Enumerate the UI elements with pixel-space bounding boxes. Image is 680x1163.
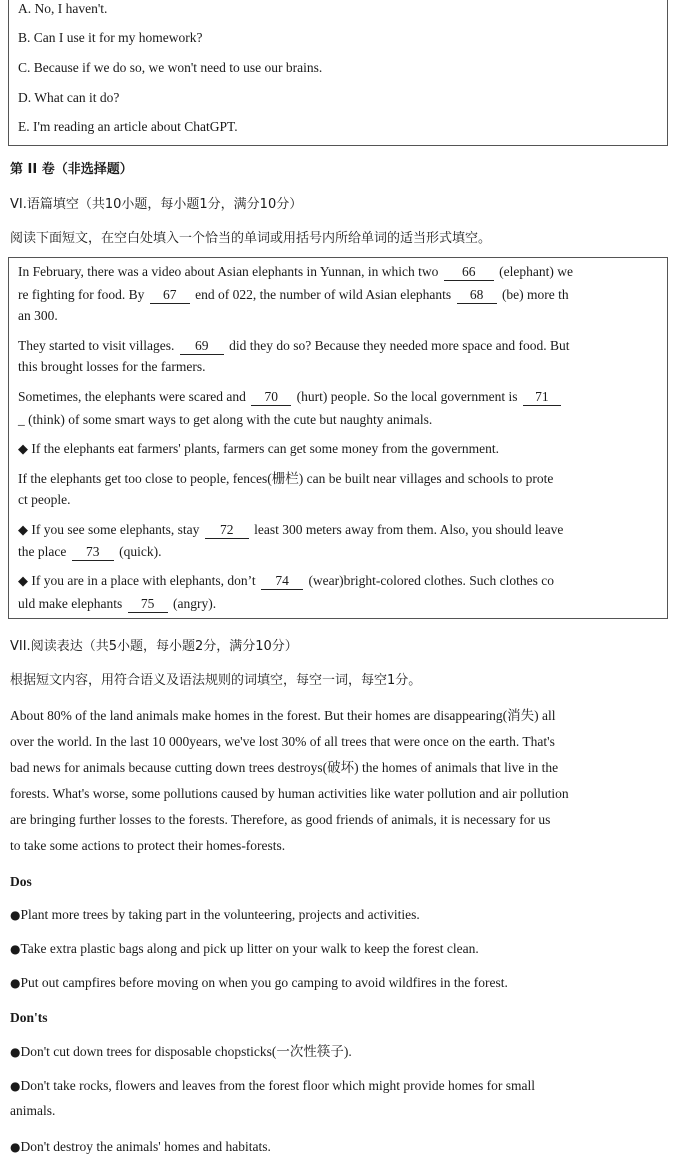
option-b: B. Can I use it for my homework?	[18, 30, 203, 45]
passage-line-3: bad news for animals because cutting down trees destroys(破坏) the homes of animals that live in the	[10, 760, 559, 775]
part2-title: 第 II 卷（非选择题）	[10, 162, 133, 177]
diamond-bullet-icon: ◆	[18, 574, 28, 589]
option-c: C. Because if we do so, we won't need to use our brains.	[18, 60, 323, 75]
dos-item: ●Plant more trees by taking part in the volunteering, projects and activities.	[10, 907, 420, 922]
section6-title: VI.语篇填空（共10小题，每小题1分，满分10分）	[10, 197, 303, 212]
cloze-line-5: this brought losses for the farmers.	[18, 359, 206, 374]
section7-instruction: 根据短文内容，用符合语义及语法规则的词填空，每空一词，每空1分。	[10, 673, 422, 688]
section6-instruction: 阅读下面短文，在空白处填入一个恰当的单词或用括号内所给单词的适当形式填空。	[10, 231, 492, 246]
bullet-icon: ●	[10, 1045, 21, 1059]
donts-item-continued: animals.	[10, 1103, 56, 1118]
donts-heading: Don'ts	[10, 1010, 48, 1025]
passage-line-6: to take some actions to protect their homes-forests.	[10, 838, 286, 853]
cloze-line-6: Sometimes, the elephants were scared and 70 (hurt) people. So the local government is 71	[18, 388, 563, 406]
section7-title: VII.阅读表达（共5小题，每小题2分，满分10分）	[10, 639, 298, 654]
bullet-icon: ●	[10, 1079, 21, 1093]
option-a: A. No, I haven't.	[18, 1, 108, 16]
cloze-line-9: If the elephants get too close to people, fences(栅栏) can be built near villages and schools to prote	[18, 471, 554, 486]
cloze-line-10: ct people.	[18, 492, 71, 507]
cloze-line-14: uld make elephants 75 (angry).	[18, 596, 217, 611]
cloze-line-4: They started to visit villages. 69 did they do so? Because they needed more space and food. But	[18, 338, 570, 353]
bullet-icon: ●	[10, 942, 21, 956]
bullet-icon: ●	[10, 1140, 21, 1154]
blank-74[interactable]: 74	[261, 573, 303, 590]
cloze-line-2: re fighting for food. By 67 end of 022, the number of wild Asian elephants 68 (be) more th	[18, 287, 569, 302]
blank-75[interactable]: 75	[128, 596, 168, 613]
bullet-icon: ●	[10, 908, 21, 922]
donts-item: ●Don't take rocks, flowers and leaves from the forest floor which might provide homes for small	[10, 1078, 536, 1093]
cloze-line-12: the place 73 (quick).	[18, 544, 162, 559]
dos-heading: Dos	[10, 874, 32, 889]
cloze-line-7: _ (think) of some smart ways to get along with the cute but naughty animals.	[18, 412, 433, 427]
donts-item: ●Don't destroy the animals' homes and habitats.	[10, 1139, 271, 1154]
blank-68[interactable]: 68	[457, 287, 497, 304]
option-e: E. I'm reading an article about ChatGPT.	[18, 119, 238, 134]
blank-67[interactable]: 67	[150, 287, 190, 304]
passage-line-1: About 80% of the land animals make homes in the forest. But their homes are disappearing(消失) all	[10, 708, 556, 723]
dos-item: ●Put out campfires before moving on when you go camping to avoid wildfires in the forest.	[10, 975, 508, 990]
diamond-bullet-icon: ◆	[18, 523, 28, 538]
blank-71[interactable]: 71	[523, 389, 561, 406]
diamond-bullet-icon: ◆	[18, 442, 28, 457]
blank-70[interactable]: 70	[251, 389, 291, 406]
blank-69[interactable]: 69	[180, 338, 224, 355]
blank-73[interactable]: 73	[72, 544, 114, 561]
passage-line-5: are bringing further losses to the forests. Therefore, as good friends of animals, it is necessary for us	[10, 812, 551, 827]
cloze-line-1: In February, there was a video about Asian elephants in Yunnan, in which two 66 (elephant) we	[18, 264, 573, 279]
cloze-box	[8, 257, 668, 619]
cloze-line-8: ◆ If the elephants eat farmers' plants, farmers can get some money from the government.	[18, 441, 500, 457]
passage-line-4: forests. What's worse, some pollutions caused by human activities like water pollution and air pollution	[10, 786, 569, 801]
blank-66[interactable]: 66	[444, 264, 494, 281]
cloze-line-13: ◆ If you are in a place with elephants, don’t 74 (wear)bright-colored clothes. Such clothes co	[18, 573, 554, 589]
donts-item: ●Don't cut down trees for disposable chopsticks(一次性筷子).	[10, 1044, 352, 1059]
bullet-icon: ●	[10, 976, 21, 990]
cloze-line-3: an 300.	[18, 308, 58, 323]
blank-72[interactable]: 72	[205, 522, 249, 539]
option-d: D. What can it do?	[18, 90, 120, 105]
dos-item: ●Take extra plastic bags along and pick up litter on your walk to keep the forest clean.	[10, 941, 479, 956]
cloze-line-11: ◆ If you see some elephants, stay 72 least 300 meters away from them. Also, you should leave	[18, 522, 564, 538]
passage-line-2: over the world. In the last 10 000years, we've lost 30% of all trees that were once on the earth. That's	[10, 734, 555, 749]
